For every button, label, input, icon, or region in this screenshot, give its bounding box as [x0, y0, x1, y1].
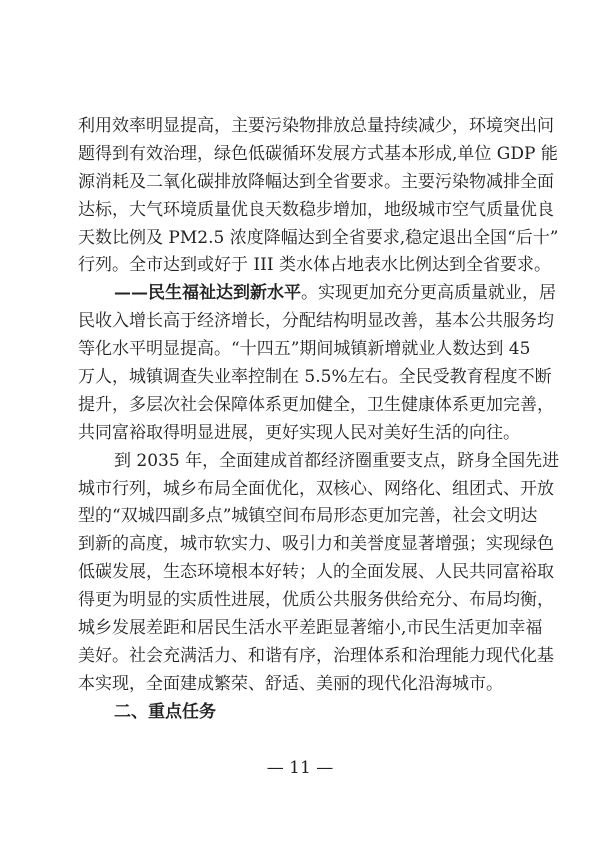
text-line: 美好。社会充满活力、和谐有序，治理体系和治理能力现代化基	[78, 645, 554, 666]
text-line: 达标，大气环境质量优良天数稳步增加，地级城市空气质量优良	[78, 199, 554, 220]
text-line: 利用效率明显提高，主要污染物排放总量持续减少，环境突出问	[78, 116, 554, 136]
text-line: 民收入增长高于经济增长，分配结构明显改善，基本公共服务均	[78, 311, 554, 332]
text-line: 天数比例及 PM2.5 浓度降幅达到全省要求,稳定退出全国“后十”	[78, 227, 559, 248]
text-line: 城市行列，城乡布局全面优化，双核心、网络化、组团式、开放	[78, 478, 554, 499]
text-line: 万人，城镇调查失业率控制在 5.5%左右。全民受教育程度不断	[78, 367, 552, 388]
paragraph-lead-heading: ——民生福祉达到新水平	[114, 283, 301, 304]
text-line: 低碳发展，生态环境根本好转；人的全面发展、人民共同富裕取	[78, 562, 554, 583]
text-span: 。实现更加充分更高质量就业，居	[301, 283, 556, 304]
text-line: 得更为明显的实质性进展，优质公共服务供给充分、布局均衡，	[78, 590, 554, 611]
text-line: 等化水平明显提高。“十四五”期间城镇新增就业人数达到 45	[78, 339, 531, 360]
text-line: 提升，多层次社会保障体系更加健全，卫生健康体系更加完善，	[78, 394, 554, 415]
text-line: 型的“双城四副多点”城镇空间布局形态更加完善，社会文明达	[78, 506, 538, 527]
paragraph-livelihood	[78, 280, 556, 447]
text-line: 行列。全市达到或好于 III 类水体占地表水比例达到全省要求。	[78, 255, 551, 276]
text-line: 题得到有效治理，绿色低碳循环发展方式基本形成,单位 GDP 能	[78, 143, 558, 164]
text-line: 源消耗及二氧化碳排放降幅达到全省要求。主要污染物减排全面	[78, 171, 554, 192]
paragraph-environment	[78, 113, 559, 280]
text-line: 到 2035 年，全面建成首都经济圈重要支点，跻身全国先进	[114, 450, 560, 471]
text-line: 本实现，全面建成繁荣、舒适、美丽的现代化沿海城市。	[78, 673, 503, 694]
text-line: 共同富裕取得明显进展，更好实现人民对美好生活的向往。	[78, 422, 520, 443]
document-body	[78, 113, 560, 727]
page-number: — 11 —	[266, 758, 334, 778]
section-heading: 二、重点任务	[114, 701, 216, 722]
text-line	[78, 280, 556, 308]
text-line: 到新的高度，城市软实力、吸引力和美誉度显著增强；实现绿色	[78, 534, 554, 555]
paragraph-2035-vision	[78, 448, 560, 699]
text-line: 城乡发展差距和居民生活水平差距显著缩小,市民生活更加幸福	[78, 618, 543, 639]
